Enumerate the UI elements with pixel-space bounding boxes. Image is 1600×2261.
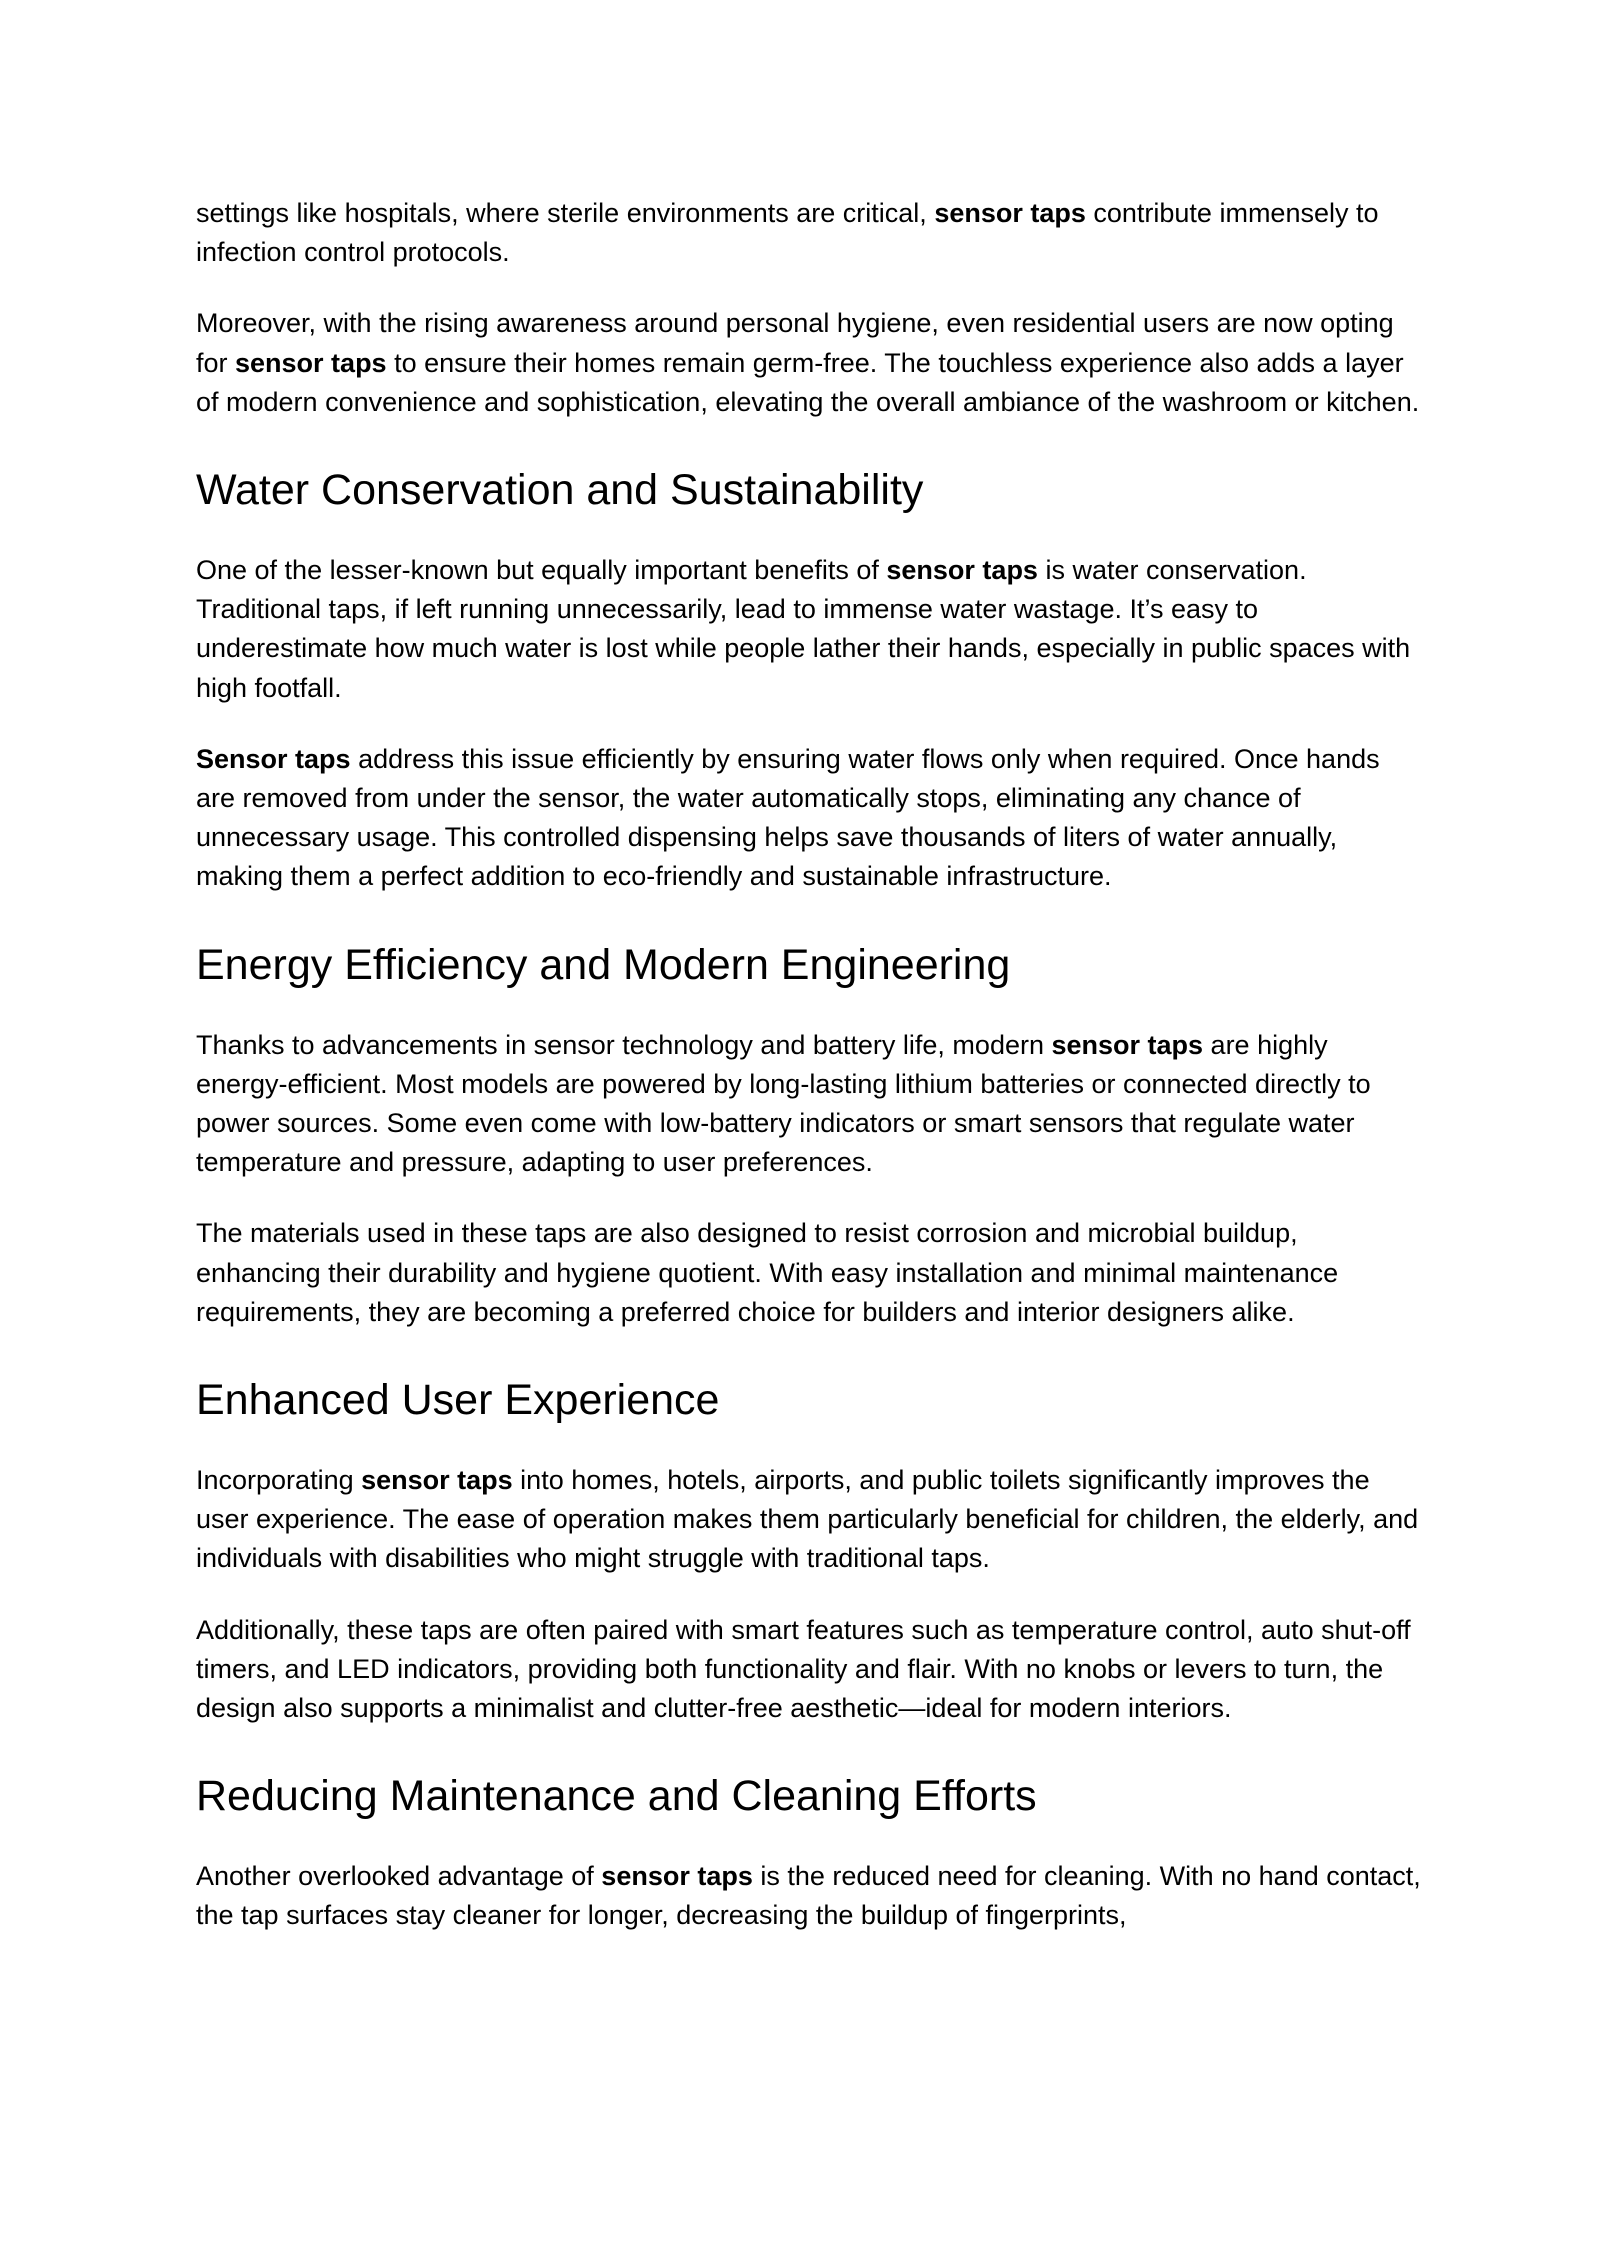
paragraph-smart-features: Additionally, these taps are often paired with smart features such as temperature control, auto shut-off timers, and LED indicators, providing both functionality and flair. With no knobs or levers to turn, the design also supports a minimalist and clutter-free aesthetic—ideal for modern interiors.	[196, 1614, 1411, 1724]
keyword: sensor taps	[361, 1465, 513, 1496]
paragraph-incorporating: Incorporating sensor taps into homes, hotels, airports, and public toilets significantly improves the user experience. The ease of operation makes them particularly beneficial for children, the elderly, and individuals with disabilities who might struggle with traditional taps.	[196, 1465, 1419, 1574]
keyword: sensor taps	[934, 198, 1086, 228]
heading-maintenance: Reducing Maintenance and Cleaning Efforts	[196, 1772, 1037, 1821]
paragraph-cleaning: Another overlooked advantage of sensor taps is the reduced need for cleaning. With no hand contact, the tap surfaces stay cleaner for longer, decreasing the buildup of fingerprints,	[196, 1861, 1421, 1931]
heading-user-experience: Enhanced User Experience	[196, 1376, 720, 1425]
keyword: sensor taps	[235, 347, 387, 378]
keyword: sensor taps	[601, 1861, 753, 1892]
paragraph-energy-tech: Thanks to advancements in sensor technology and battery life, modern sensor taps are highly energy-efficient. Most models are powered by long-lasting lithium batteries or connected directly to power sources. Some even come with low-battery indicators or smart sensors that regulate water temperature and pressure, adapting to user preferences.	[196, 1029, 1371, 1178]
heading-energy-efficiency: Energy Efficiency and Modern Engineering	[196, 940, 1011, 989]
heading-water-conservation: Water Conservation and Sustainability	[196, 466, 924, 515]
paragraph-hospitals: settings like hospitals, where sterile environments are critical, sensor taps contribute immensely to infection control protocols.	[196, 198, 1379, 268]
paragraph-residential: Moreover, with the rising awareness around personal hygiene, even residential users are now opting for sensor taps to ensure their homes remain germ-free. The touchless experience also adds a layer of modern convenience and sophistication, elevating the overall ambiance of the washroom or kitchen.	[196, 308, 1420, 417]
paragraph-water-benefits: One of the lesser-known but equally important benefits of sensor taps is water conservation. Traditional taps, if left running unnecessarily, lead to immense water wastage. It’s easy to underestimate how much water is lost while people lather their hands, especially in public spaces with high footfall.	[196, 555, 1411, 703]
document-page	[196, 194, 1426, 1968]
paragraph-materials: The materials used in these taps are also designed to resist corrosion and microbial buildup, enhancing their durability and hygiene quotient. With easy installation and minimal maintenance requirements, they are becoming a preferred choice for builders and interior designers alike.	[196, 1218, 1339, 1327]
keyword: Sensor taps	[196, 743, 351, 774]
keyword: sensor taps	[886, 555, 1038, 586]
keyword: sensor taps	[1051, 1029, 1204, 1060]
paragraph-water-flow: Sensor taps address this issue efficiently by ensuring water flows only when required. Once hands are removed from under the sensor, the water automatically stops, eliminating any chance of unnecessary usage. This controlled dispensing helps save thousands of liters of water annually, making them a perfect addition to eco-friendly and sustainable infrastructure.	[196, 743, 1380, 892]
